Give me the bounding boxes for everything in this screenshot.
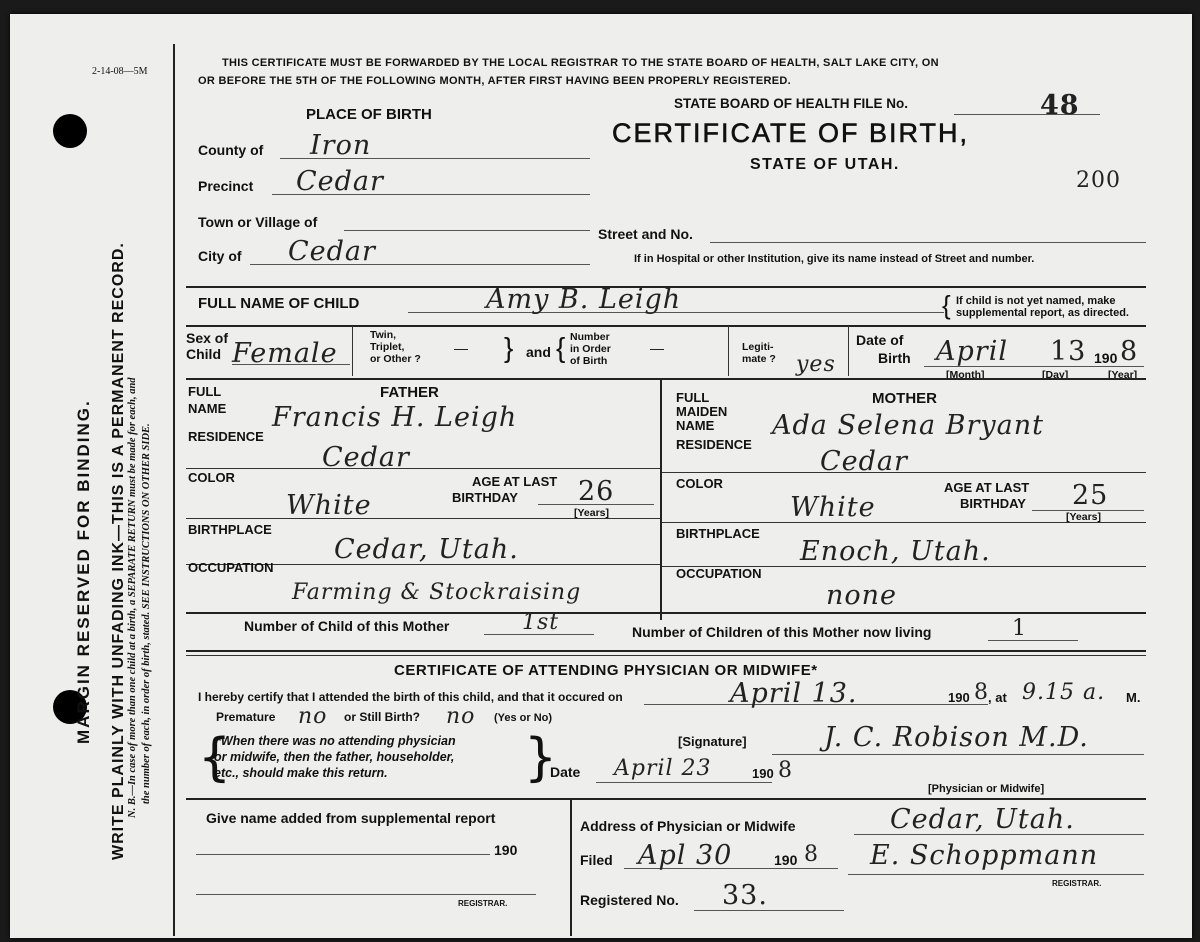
father-color-label: COLOR bbox=[188, 470, 235, 485]
multiple-birth-note: N. B.—In case of more than one child at a birth, a SEPARATE RETURN must be made for each, and bbox=[127, 377, 138, 818]
dob-year-printed: 190 bbox=[1094, 350, 1118, 366]
children-living-label: Number of Children of this Mother now living bbox=[632, 624, 932, 640]
sex-label: Sex of bbox=[186, 330, 229, 346]
state-subtitle: STATE OF UTAH. bbox=[750, 156, 900, 173]
twin-label-3: or Other ? bbox=[370, 353, 421, 365]
filed-year-written: 8 bbox=[804, 842, 819, 867]
precinct-label: Precinct bbox=[198, 178, 254, 194]
mother-age-label-2: BIRTHDAY bbox=[960, 496, 1026, 511]
physician-year-written: 8 bbox=[974, 680, 989, 705]
county-value: Iron bbox=[310, 130, 372, 161]
sex-label-2: Child bbox=[186, 346, 221, 362]
yes-no-caption: (Yes or No) bbox=[494, 712, 553, 724]
year-caption: [Year] bbox=[1108, 369, 1138, 381]
form-code: 2-14-08—5M bbox=[92, 66, 148, 77]
twin-label: Twin, bbox=[370, 329, 397, 341]
hospital-note: If in Hospital or other Institution, give its name instead of Street and number. bbox=[634, 253, 1035, 265]
brace-twin: } bbox=[504, 332, 514, 363]
father-occupation-label: OCCUPATION bbox=[188, 560, 274, 575]
margin-number: 200 bbox=[1076, 168, 1121, 193]
father-age-value: 26 bbox=[578, 476, 615, 507]
father-name-value: Francis H. Leigh bbox=[272, 402, 518, 433]
street-label: Street and No. bbox=[598, 226, 693, 242]
mother-full-label: FULL bbox=[676, 390, 710, 405]
footnote-line1: *When there was no attending physician bbox=[216, 734, 456, 748]
order-label: Number bbox=[570, 331, 610, 343]
registrar-signature: E. Schoppmann bbox=[870, 840, 1099, 871]
children-living-value: 1 bbox=[1012, 616, 1027, 641]
order-label-3: of Birth bbox=[570, 355, 608, 367]
child-name-label: FULL NAME OF CHILD bbox=[198, 295, 360, 312]
filing-registrar-caption: REGISTRAR. bbox=[1052, 879, 1102, 888]
premature-value: no bbox=[298, 704, 328, 729]
forwarding-instruction: THIS CERTIFICATE MUST BE FORWARDED BY THE LOCAL REGISTRAR TO THE STATE BOARD OF HEALTH, SALT LAKE CITY, ON bbox=[222, 57, 939, 69]
father-birthplace-value: Cedar, Utah. bbox=[334, 534, 519, 565]
mother-occupation-value: none bbox=[826, 580, 898, 611]
brace-order: { bbox=[556, 332, 566, 363]
mother-color-label: COLOR bbox=[676, 476, 723, 491]
father-years-caption: [Years] bbox=[574, 507, 610, 519]
order-label-2: in Order bbox=[570, 343, 611, 355]
dob-day: 13 bbox=[1050, 336, 1087, 367]
mother-birthplace-value: Enoch, Utah. bbox=[800, 536, 991, 567]
binding-margin-text: MARGIN RESERVED FOR BINDING. bbox=[74, 399, 93, 744]
file-no-label: STATE BOARD OF HEALTH FILE No. bbox=[674, 96, 908, 111]
permanent-record-text: WRITE PLAINLY WITH UNFADING INK—THIS IS A PERMANENT RECORD. bbox=[110, 242, 127, 860]
premature-label: Premature bbox=[216, 710, 276, 724]
father-birthplace-label: BIRTHPLACE bbox=[188, 522, 272, 537]
father-heading: FATHER bbox=[380, 384, 439, 401]
signature-label: [Signature] bbox=[678, 734, 747, 749]
dob-label-2: Birth bbox=[878, 350, 911, 366]
footnote-brace: { bbox=[198, 728, 232, 788]
county-label: County of bbox=[198, 142, 264, 158]
and-label: and bbox=[526, 344, 551, 360]
mother-heading: MOTHER bbox=[872, 390, 937, 407]
father-age-label-2: BIRTHDAY bbox=[452, 490, 518, 505]
certificate-title: CERTIFICATE OF BIRTH, bbox=[612, 118, 970, 148]
at-label: , at bbox=[988, 690, 1007, 705]
physician-heading: CERTIFICATE OF ATTENDING PHYSICIAN OR MIDWIFE* bbox=[394, 662, 818, 679]
date-year-written: 8 bbox=[778, 758, 793, 783]
filed-value: Apl 30 bbox=[638, 840, 733, 871]
city-label: City of bbox=[198, 248, 242, 264]
child-number-label: Number of Child of this Mother bbox=[244, 618, 450, 634]
date-year-printed: 190 bbox=[752, 766, 774, 781]
mother-color-value: White bbox=[790, 492, 876, 523]
father-residence-label: RESIDENCE bbox=[188, 429, 264, 444]
city-value: Cedar bbox=[288, 236, 376, 267]
address-value: Cedar, Utah. bbox=[890, 804, 1075, 835]
father-residence-value: Cedar bbox=[322, 442, 410, 473]
legit-label-2: mate ? bbox=[742, 353, 776, 365]
physician-year-printed: 190 bbox=[948, 690, 970, 705]
mother-years-caption: [Years] bbox=[1066, 511, 1102, 523]
footnote-line2: or midwife, then the father, householder, bbox=[214, 750, 455, 764]
margin-rule bbox=[173, 44, 175, 936]
month-caption: [Month] bbox=[946, 369, 985, 381]
certificate-sheet bbox=[10, 14, 1192, 938]
certify-text: I hereby certify that I attended the birth of this child, and that it occured on bbox=[198, 690, 623, 704]
m-label: M. bbox=[1126, 690, 1141, 705]
legit-label: Legiti- bbox=[742, 341, 774, 353]
brace: { bbox=[942, 290, 951, 320]
dob-label: Date of bbox=[856, 332, 904, 348]
mother-residence-value: Cedar bbox=[820, 446, 908, 477]
supplemental-label: Give name added from supplemental report bbox=[206, 810, 496, 826]
order-value: — bbox=[650, 340, 664, 356]
registered-label: Registered No. bbox=[580, 892, 679, 908]
supplemental-year: 190 bbox=[494, 842, 518, 858]
registered-value: 33. bbox=[722, 880, 768, 911]
legit-value: yes bbox=[796, 352, 836, 377]
date-label: Date bbox=[550, 764, 581, 780]
mother-age-label: AGE AT LAST bbox=[944, 480, 1030, 495]
precinct-value: Cedar bbox=[296, 166, 384, 197]
role-caption: [Physician or Midwife] bbox=[928, 783, 1045, 795]
mother-age-value: 25 bbox=[1072, 480, 1109, 511]
address-label: Address of Physician or Midwife bbox=[580, 818, 796, 834]
town-label: Town or Village of bbox=[198, 214, 318, 230]
not-named-note: If child is not yet named, make bbox=[956, 295, 1116, 307]
sex-value: Female bbox=[232, 338, 338, 369]
footnote-brace-right: } bbox=[524, 728, 558, 788]
mother-name-value: Ada Selena Bryant bbox=[772, 410, 1044, 441]
day-caption: [Day] bbox=[1042, 369, 1069, 381]
stillbirth-value: no bbox=[446, 704, 476, 729]
father-full-label: FULL bbox=[188, 384, 222, 399]
not-named-note-2: supplemental report, as directed. bbox=[956, 307, 1129, 319]
physician-birth-date: April 13. bbox=[730, 678, 858, 709]
instructions-note: the number of each, in order of birth, stated. SEE INSTRUCTIONS ON OTHER SIDE. bbox=[141, 423, 152, 804]
place-of-birth-heading: PLACE OF BIRTH bbox=[306, 106, 432, 123]
twin-label-2: Triplet, bbox=[370, 341, 405, 353]
mother-maiden-label: MAIDEN bbox=[676, 404, 728, 419]
physician-signature: J. C. Robison M.D. bbox=[824, 722, 1089, 753]
dob-month: April bbox=[936, 336, 1008, 367]
father-occupation-value: Farming & Stockraising bbox=[292, 580, 582, 605]
mother-birthplace-label: BIRTHPLACE bbox=[676, 526, 760, 541]
binding-hole-top bbox=[53, 114, 87, 148]
twin-value: — bbox=[454, 340, 468, 356]
physician-date-value: April 23 bbox=[614, 756, 712, 781]
mother-occupation-label: OCCUPATION bbox=[676, 566, 762, 581]
supplemental-registrar-caption: REGISTRAR. bbox=[458, 899, 508, 908]
mother-name-label: NAME bbox=[676, 418, 715, 433]
child-name-value: Amy B. Leigh bbox=[486, 284, 682, 315]
mother-residence-label: RESIDENCE bbox=[676, 437, 752, 452]
father-name-label: NAME bbox=[188, 401, 227, 416]
filed-year-printed: 190 bbox=[774, 852, 798, 868]
father-age-label: AGE AT LAST bbox=[472, 474, 558, 489]
file-no-value: 48 bbox=[1040, 90, 1080, 121]
time-value: 9.15 a. bbox=[1022, 680, 1106, 705]
dob-year-written: 8 bbox=[1120, 336, 1139, 367]
father-color-value: White bbox=[286, 490, 372, 521]
stillbirth-label: or Still Birth? bbox=[344, 710, 420, 724]
forwarding-instruction-2: OR BEFORE THE 5TH OF THE FOLLOWING MONTH, AFTER FIRST HAVING BEEN PROPERLY REGISTERED. bbox=[198, 75, 791, 87]
footnote-line3: etc., should make this return. bbox=[214, 766, 388, 780]
child-number-value: 1st bbox=[522, 610, 560, 635]
filed-label: Filed bbox=[580, 852, 613, 868]
